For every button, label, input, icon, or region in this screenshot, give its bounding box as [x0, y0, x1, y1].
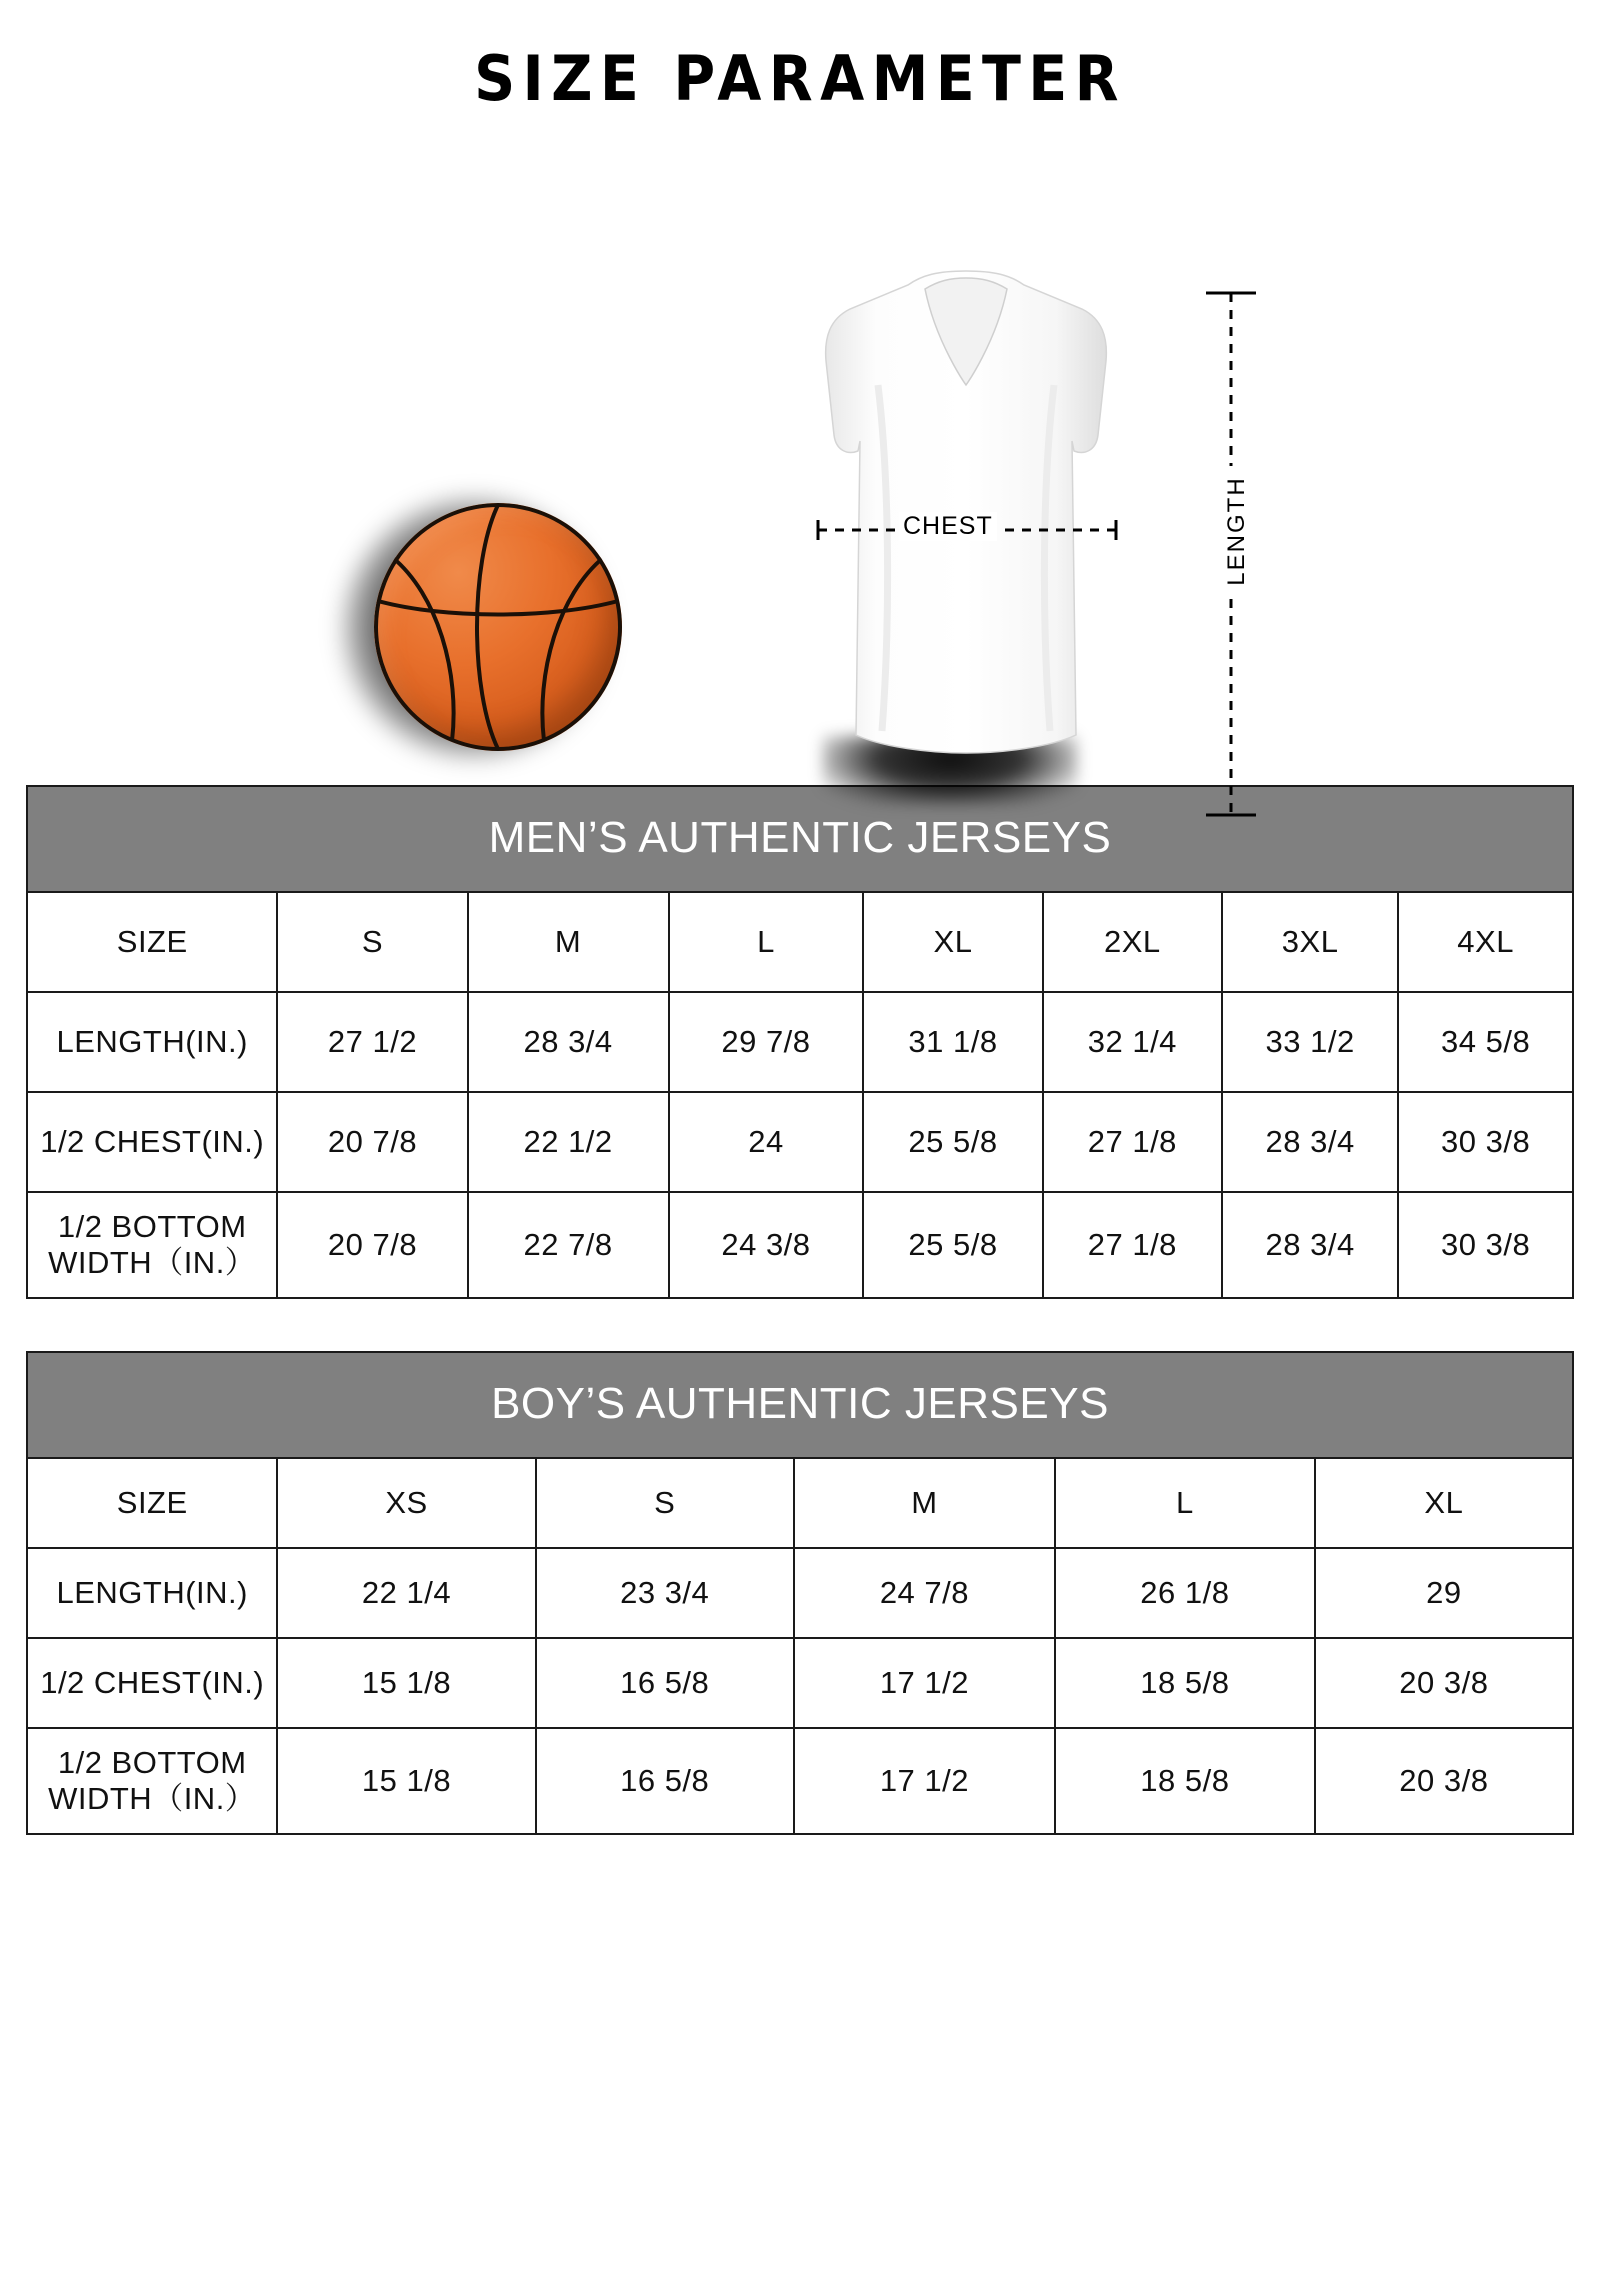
cell-chest-s: 16 5/8: [536, 1638, 794, 1728]
chest-label: CHEST: [899, 512, 997, 541]
cell-chest-m: 17 1/2: [794, 1638, 1055, 1728]
cell-bottom-3xl: 28 3/4: [1222, 1192, 1398, 1298]
cell-length-xl: 29: [1315, 1548, 1573, 1638]
col-header-xl: XL: [1315, 1458, 1573, 1548]
row-label-line1: 1/2 BOTTOM: [57, 1744, 247, 1780]
col-header-2xl: 2XL: [1043, 892, 1222, 992]
col-header-3xl: 3XL: [1222, 892, 1398, 992]
table-row: [27, 1638, 1573, 1728]
col-header-4xl: 4XL: [1398, 892, 1573, 992]
col-header-xl: XL: [863, 892, 1042, 992]
cell-length-xs: 22 1/4: [277, 1548, 535, 1638]
cell-length-m: 24 7/8: [794, 1548, 1055, 1638]
col-header-xs: XS: [277, 1458, 535, 1548]
illustration-area: [26, 115, 1574, 775]
cell-length-3xl: 33 1/2: [1222, 992, 1398, 1092]
cell-chest-xl: 25 5/8: [863, 1092, 1042, 1192]
cell-chest-4xl: 30 3/8: [1398, 1092, 1573, 1192]
cell-length-s: 27 1/2: [277, 992, 467, 1092]
cell-chest-xl: 20 3/8: [1315, 1638, 1573, 1728]
table-row: [27, 892, 1573, 992]
cell-length-s: 23 3/4: [536, 1548, 794, 1638]
table-row: [27, 1192, 1573, 1298]
cell-length-l: 29 7/8: [669, 992, 864, 1092]
cell-bottom-2xl: 27 1/8: [1043, 1192, 1222, 1298]
row-label-half-chest: 1/2 CHEST(IN.): [27, 1638, 277, 1728]
col-header-s: S: [277, 892, 467, 992]
table-row: [27, 1092, 1573, 1192]
col-header-l: L: [669, 892, 864, 992]
row-label-line2: WIDTH（IN.）: [48, 1780, 257, 1816]
row-label-half-bottom-width: [27, 1728, 277, 1834]
col-header-m: M: [794, 1458, 1055, 1548]
boys-size-table: [26, 1457, 1574, 1835]
mens-table-header: MEN’S AUTHENTIC JERSEYS: [26, 785, 1574, 891]
cell-bottom-xl: 25 5/8: [863, 1192, 1042, 1298]
col-header-s: S: [536, 1458, 794, 1548]
cell-chest-l: 18 5/8: [1055, 1638, 1315, 1728]
cell-chest-3xl: 28 3/4: [1222, 1092, 1398, 1192]
cell-length-4xl: 34 5/8: [1398, 992, 1573, 1092]
basketball-icon: [336, 485, 626, 775]
cell-length-2xl: 32 1/4: [1043, 992, 1222, 1092]
cell-bottom-4xl: 30 3/8: [1398, 1192, 1573, 1298]
col-header-m: M: [468, 892, 669, 992]
cell-length-l: 26 1/8: [1055, 1548, 1315, 1638]
size-chart-page: [0, 42, 1600, 2275]
cell-bottom-l: 18 5/8: [1055, 1728, 1315, 1834]
section-spacer: [26, 1299, 1574, 1341]
jersey-icon: [786, 265, 1146, 825]
col-header-size: SIZE: [27, 892, 277, 992]
row-label-half-bottom-width: [27, 1192, 277, 1298]
cell-length-m: 28 3/4: [468, 992, 669, 1092]
row-label-length: LENGTH(IN.): [27, 992, 277, 1092]
cell-bottom-xs: 15 1/8: [277, 1728, 535, 1834]
cell-bottom-s: 20 7/8: [277, 1192, 467, 1298]
mens-table-block: [26, 785, 1574, 1299]
col-header-l: L: [1055, 1458, 1315, 1548]
basketball-seams-icon: [374, 503, 622, 751]
row-label-length: LENGTH(IN.): [27, 1548, 277, 1638]
cell-chest-xs: 15 1/8: [277, 1638, 535, 1728]
cell-bottom-s: 16 5/8: [536, 1728, 794, 1834]
boys-table-block: [26, 1351, 1574, 1835]
table-row: [27, 1728, 1573, 1834]
mens-size-table: [26, 891, 1574, 1299]
cell-chest-2xl: 27 1/8: [1043, 1092, 1222, 1192]
length-label: LENGTH: [1223, 466, 1251, 596]
boys-table-header: BOY’S AUTHENTIC JERSEYS: [26, 1351, 1574, 1457]
cell-bottom-m: 17 1/2: [794, 1728, 1055, 1834]
page-title: SIZE PARAMETER: [474, 42, 1126, 115]
basketball-sphere: [374, 503, 622, 751]
cell-chest-l: 24: [669, 1092, 864, 1192]
table-row: [27, 992, 1573, 1092]
cell-bottom-m: 22 7/8: [468, 1192, 669, 1298]
cell-bottom-l: 24 3/8: [669, 1192, 864, 1298]
table-row: [27, 1458, 1573, 1548]
cell-chest-s: 20 7/8: [277, 1092, 467, 1192]
col-header-size: SIZE: [27, 1458, 277, 1548]
cell-bottom-xl: 20 3/8: [1315, 1728, 1573, 1834]
length-measure: [1186, 285, 1276, 825]
table-row: [27, 1548, 1573, 1638]
row-label-line1: 1/2 BOTTOM: [57, 1209, 247, 1244]
row-label-half-chest: 1/2 CHEST(IN.): [27, 1092, 277, 1192]
cell-length-xl: 31 1/8: [863, 992, 1042, 1092]
cell-chest-m: 22 1/2: [468, 1092, 669, 1192]
row-label-line2: WIDTH（IN.）: [48, 1244, 257, 1280]
